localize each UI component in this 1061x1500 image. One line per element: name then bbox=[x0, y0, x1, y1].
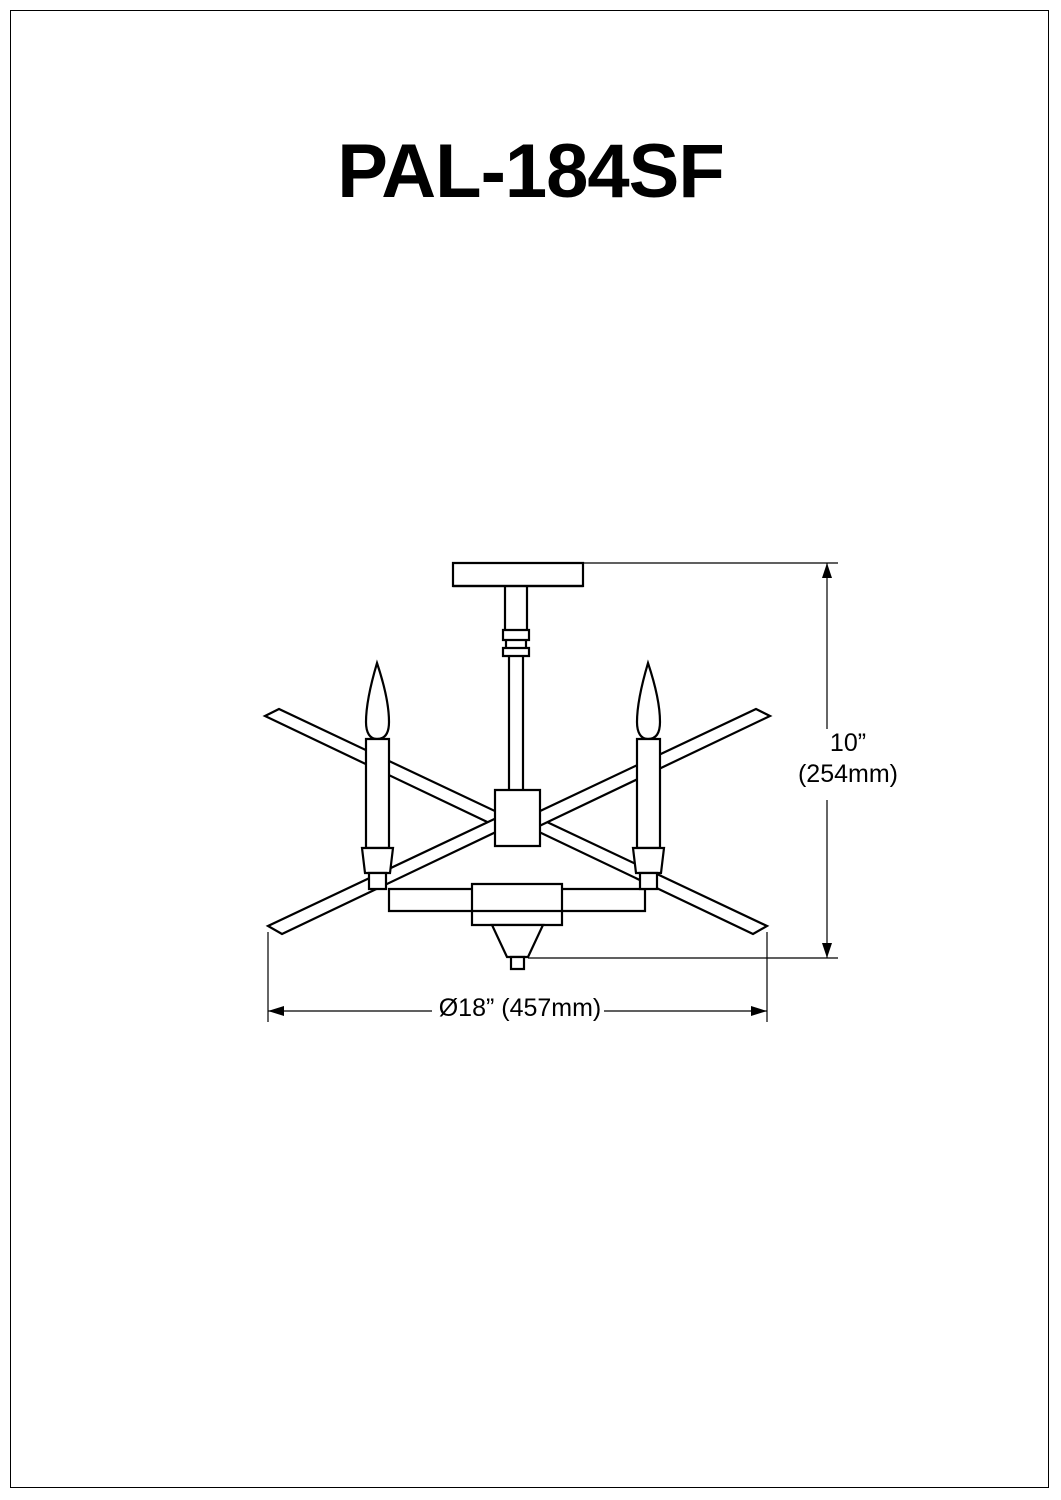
canopy-plate-icon bbox=[453, 563, 583, 586]
arm-upper-left-icon bbox=[265, 709, 516, 829]
dimension-extension-lines bbox=[268, 563, 838, 1022]
width-dimension-label: Ø18” (457mm) bbox=[438, 994, 602, 1022]
height-dimension-metric: (254mm) bbox=[797, 760, 898, 788]
center-hub-icon bbox=[495, 790, 540, 846]
page-title: PAL-184SF bbox=[337, 129, 724, 214]
bottom-finial-icon bbox=[492, 925, 543, 969]
candle-right-icon bbox=[633, 663, 664, 889]
candle-left-icon bbox=[362, 663, 393, 889]
height-dimension-label bbox=[788, 728, 908, 790]
height-dimension-imperial: 10” bbox=[829, 729, 867, 757]
upper-stem-icon bbox=[503, 586, 529, 656]
bottom-housing-icon bbox=[472, 884, 562, 925]
center-column-icon bbox=[509, 656, 523, 800]
